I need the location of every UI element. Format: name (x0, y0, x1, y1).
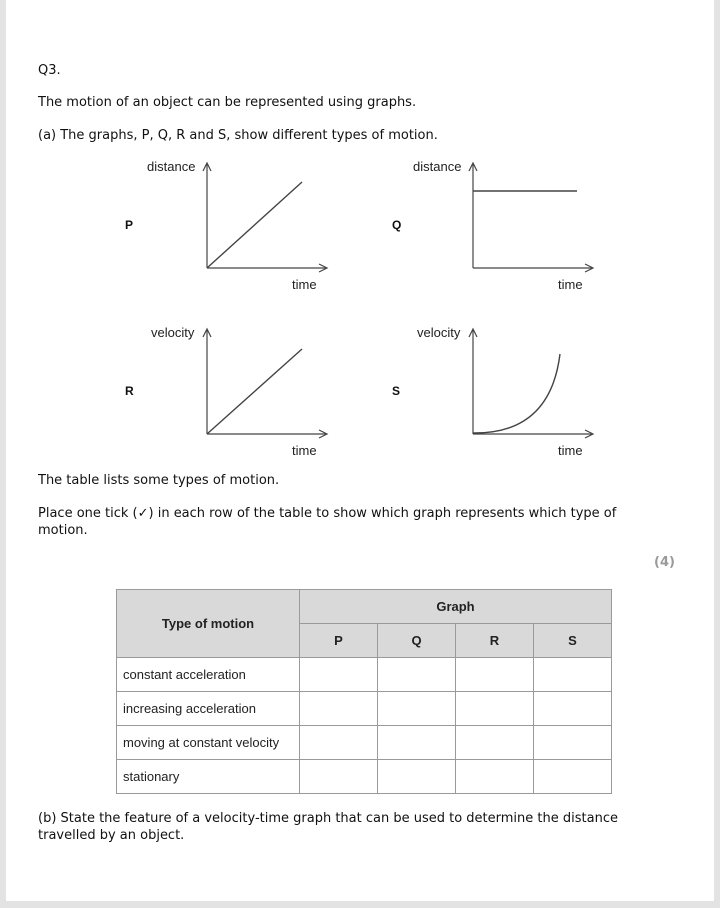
graph-r-x-label: time (292, 443, 317, 458)
tick-instruction: Place one tick (✓) in each row of the table to show which graph represents which type of motion. (38, 506, 617, 538)
graph-q-y-label: distance (413, 159, 462, 174)
question-intro: The motion of an object can be represented using graphs. (38, 95, 417, 110)
tick-cell-r[interactable] (456, 692, 534, 726)
tick-cell-r[interactable] (456, 760, 534, 794)
graph-p-letter: P (125, 218, 134, 232)
column-header-q: Q (378, 624, 456, 658)
tick-cell-r[interactable] (456, 726, 534, 760)
column-header-s: S (534, 624, 612, 658)
graph-s-letter: S (392, 384, 401, 398)
graph-s-plot (390, 324, 610, 454)
graph-r-plot (124, 324, 344, 454)
graph-q-x-label: time (558, 277, 583, 292)
tick-cell-q[interactable] (378, 658, 456, 692)
header-graph: Graph (300, 590, 612, 624)
tick-cell-p[interactable] (300, 760, 378, 794)
row-label-increasing-acceleration: increasing acceleration (117, 692, 300, 726)
marks-available: (4) (654, 555, 675, 570)
graph-s-curve (473, 354, 560, 433)
tick-cell-s[interactable] (534, 726, 612, 760)
tick-cell-p[interactable] (300, 726, 378, 760)
graph-s-x-label: time (558, 443, 583, 458)
tick-cell-r[interactable] (456, 658, 534, 692)
tick-cell-q[interactable] (378, 760, 456, 794)
question-number: Q3. (38, 63, 61, 78)
tick-cell-p[interactable] (300, 692, 378, 726)
tick-cell-p[interactable] (300, 658, 378, 692)
tick-cell-s[interactable] (534, 658, 612, 692)
graph-q-letter: Q (392, 218, 402, 232)
graph-r-letter: R (125, 384, 134, 398)
tick-cell-q[interactable] (378, 726, 456, 760)
motion-table (116, 589, 612, 794)
header-type-of-motion: Type of motion (117, 590, 300, 658)
tick-cell-s[interactable] (534, 692, 612, 726)
graph-p-y-label: distance (147, 159, 196, 174)
row-label-stationary: stationary (117, 760, 300, 794)
row-label-constant-acceleration: constant acceleration (117, 658, 300, 692)
table-row (117, 726, 612, 760)
table-row (117, 760, 612, 794)
graph-p-x-label: time (292, 277, 317, 292)
graph-s-y-label: velocity (417, 325, 461, 340)
graph-q-plot (390, 158, 610, 288)
part-a-prompt: (a) The graphs, P, Q, R and S, show different types of motion. (38, 128, 438, 143)
graph-r-y-label: velocity (151, 325, 195, 340)
column-header-r: R (456, 624, 534, 658)
table-row (117, 658, 612, 692)
row-label-moving-constant-velocity: moving at constant velocity (117, 726, 300, 760)
worksheet-page (6, 0, 714, 901)
graph-r-line (207, 349, 302, 434)
graph-p-plot (124, 158, 344, 288)
table-intro: The table lists some types of motion. (38, 473, 280, 488)
table-row (117, 692, 612, 726)
tick-cell-s[interactable] (534, 760, 612, 794)
tick-cell-q[interactable] (378, 692, 456, 726)
graph-p-line (207, 182, 302, 268)
column-header-p: P (300, 624, 378, 658)
part-b-prompt: (b) State the feature of a velocity-time graph that can be used to determine the distance travelled by an object. (38, 811, 618, 843)
